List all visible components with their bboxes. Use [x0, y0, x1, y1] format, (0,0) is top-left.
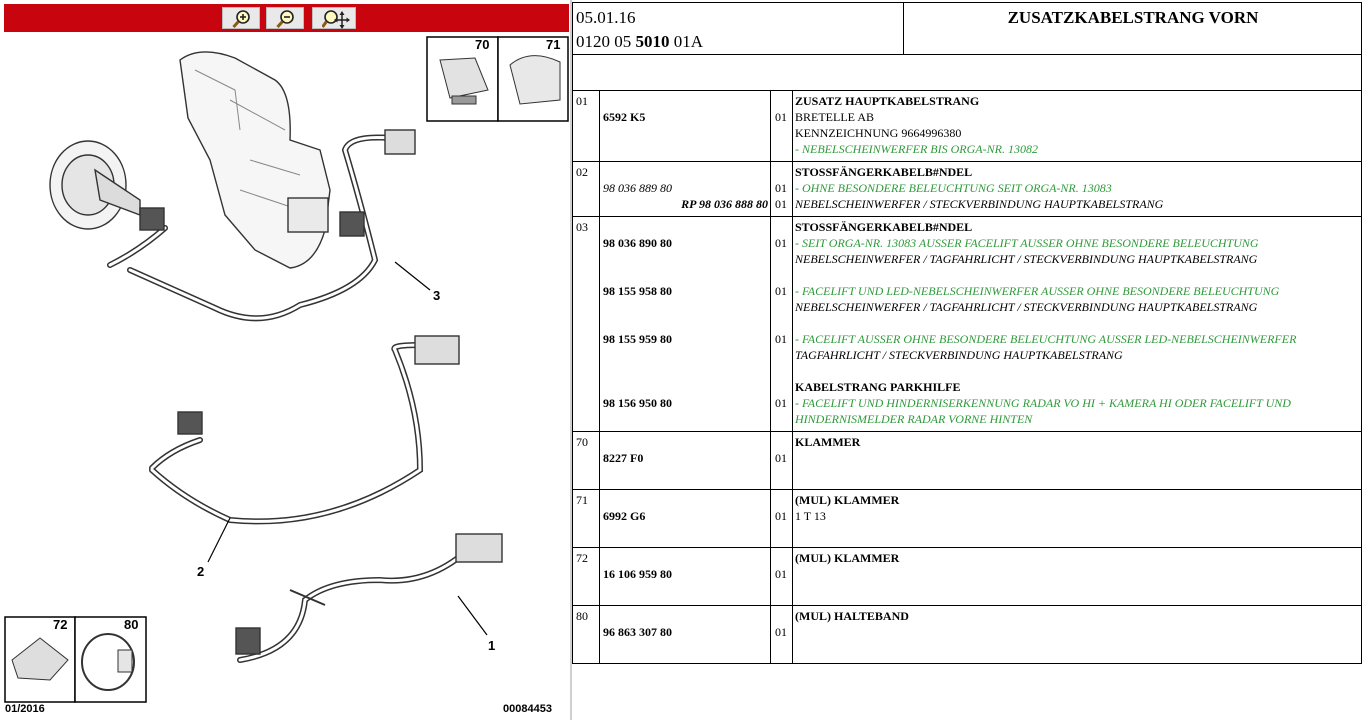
description-line: - SEIT ORGA-NR. 13083 AUSSER FACELIFT AUSSER OHNE BESONDERE BELEUCHTUNG [795, 236, 1259, 250]
quantity-cell [771, 162, 793, 217]
description-line [793, 524, 1361, 540]
quantity: 01 [775, 181, 787, 195]
part-number[interactable]: 98 036 890 80 [603, 236, 672, 250]
quantity: 01 [775, 197, 787, 211]
description-line: 1 T 13 [795, 509, 826, 523]
header-reference [576, 32, 703, 52]
quantity [771, 164, 792, 180]
zoom-out-icon [276, 9, 296, 29]
reference-cell [600, 91, 771, 162]
description-cell [793, 162, 1362, 217]
reference-cell [600, 548, 771, 606]
header-date: 05.01.16 [576, 8, 636, 27]
description-line [793, 466, 1361, 482]
description-line: KENNZEICHNUNG 9664996380 [795, 126, 962, 140]
part-number[interactable]: 98 156 950 80 [603, 396, 672, 410]
description-line: NEBELSCHEINWERFER / STECKVERBINDUNG HAUPTKABELSTRANG [795, 197, 1164, 211]
description-line: KLAMMER [795, 435, 861, 449]
reference-cell [600, 490, 771, 548]
diagram-panel [0, 0, 570, 720]
description-line: - FACELIFT AUSSER OHNE BESONDERE BELEUCHTUNG AUSSER LED-NEBELSCHEINWERFER [795, 332, 1297, 346]
part-number [600, 315, 770, 331]
part-number [600, 251, 770, 267]
description-cell [793, 91, 1362, 162]
table-row[interactable] [573, 162, 1362, 217]
position-number: 72 [576, 551, 588, 565]
inset-label-80: 80 [124, 617, 139, 632]
description-line: (MUL) KLAMMER [795, 551, 900, 565]
table-row[interactable] [573, 548, 1362, 606]
quantity: 01 [775, 509, 787, 523]
position-number: 70 [576, 435, 588, 449]
description-line: STOSSFÄNGERKABELB#NDEL [795, 165, 973, 179]
callout-1: 1 [488, 638, 496, 653]
position-number: 02 [576, 165, 588, 179]
part-number[interactable]: 6992 G6 [603, 509, 646, 523]
reference-cell [600, 606, 771, 664]
position-cell [573, 490, 600, 548]
quantity: 01 [775, 236, 787, 250]
quantity-cell [771, 606, 793, 664]
front-bumper-harness-drawing [50, 52, 502, 660]
quantity [771, 466, 792, 482]
description-line [793, 315, 1361, 331]
description-line: NEBELSCHEINWERFER / TAGFAHRLICHT / STECKVERBINDUNG HAUPTKABELSTRANG [795, 300, 1258, 314]
position-number: 01 [576, 94, 588, 108]
part-number [600, 640, 770, 656]
quantity: 01 [775, 332, 787, 346]
quantity-cell [771, 217, 793, 432]
callout-2: 2 [197, 564, 205, 579]
part-number [600, 608, 770, 624]
quantity [771, 347, 792, 363]
description-line [793, 640, 1361, 656]
quantity [771, 267, 792, 283]
quantity: 01 [775, 451, 787, 465]
quantity: 01 [775, 567, 787, 581]
drawing-image-number: 00084453 [503, 703, 552, 715]
zoom-in-icon [232, 9, 252, 29]
ref-bold: 5010 [635, 32, 670, 51]
description-line: - NEBELSCHEINWERFER BIS ORGA-NR. 13082 [795, 142, 1038, 156]
table-row[interactable] [573, 217, 1362, 432]
description-line [793, 450, 1361, 466]
part-number[interactable]: 96 863 307 80 [603, 625, 672, 639]
inset-label-70: 70 [475, 37, 490, 52]
inset-label-72: 72 [53, 617, 68, 632]
quantity [771, 608, 792, 624]
part-number[interactable]: RP 98 036 888 80 [681, 197, 768, 211]
description-line [793, 566, 1361, 582]
exploded-view-drawing [0, 34, 570, 720]
reference-cell [600, 162, 771, 217]
position-cell [573, 217, 600, 432]
part-number [600, 434, 770, 450]
position-number: 71 [576, 493, 588, 507]
zoom-pan-icon [322, 9, 350, 29]
table-row[interactable] [573, 606, 1362, 664]
description-line: - OHNE BESONDERE BELEUCHTUNG SEIT ORGA-NR. 13083 [795, 181, 1112, 195]
quantity [771, 315, 792, 331]
part-number [600, 299, 770, 315]
description-cell [793, 606, 1362, 664]
viewer-toolbar [4, 4, 569, 32]
table-row[interactable] [573, 432, 1362, 490]
description-line: ZUSATZ HAUPTKABELSTRANG [795, 94, 980, 108]
ref-suffix: 01A [669, 32, 704, 51]
quantity [771, 411, 792, 427]
part-number [600, 582, 770, 598]
position-number: 03 [576, 220, 588, 234]
quantity [771, 524, 792, 540]
position-cell [573, 91, 600, 162]
description-line: BRETELLE AB [795, 110, 874, 124]
description-line [793, 363, 1361, 379]
description-line: TAGFAHRLICHT / STECKVERBINDUNG HAUPTKABELSTRANG [795, 348, 1123, 362]
description-line: (MUL) KLAMMER [795, 493, 900, 507]
reference-cell [600, 217, 771, 432]
quantity [771, 141, 792, 157]
part-number [600, 550, 770, 566]
quantity: 01 [775, 625, 787, 639]
quantity: 01 [775, 284, 787, 298]
part-number[interactable]: 16 106 959 80 [603, 567, 672, 581]
part-number [600, 524, 770, 540]
part-number[interactable]: 6592 K5 [603, 110, 646, 124]
description-line: HINDERNISMELDER RADAR VORNE HINTEN [795, 412, 1033, 426]
inset-label-71: 71 [546, 37, 561, 52]
part-number [600, 379, 770, 395]
quantity [771, 251, 792, 267]
description-line: KABELSTRANG PARKHILFE [795, 380, 961, 394]
part-number [600, 93, 770, 109]
position-cell [573, 548, 600, 606]
quantity [771, 434, 792, 450]
part-number [600, 141, 770, 157]
part-number [600, 492, 770, 508]
quantity [771, 125, 792, 141]
description-line: (MUL) HALTEBAND [795, 609, 909, 623]
ref-prefix: 0120 05 [576, 32, 636, 51]
part-number[interactable]: 98 155 958 80 [603, 284, 672, 298]
part-number [600, 219, 770, 235]
quantity [771, 379, 792, 395]
position-cell [573, 606, 600, 664]
description-line: STOSSFÄNGERKABELB#NDEL [795, 220, 973, 234]
quantity-cell [771, 548, 793, 606]
description-cell [793, 548, 1362, 606]
position-cell [573, 162, 600, 217]
parts-header [572, 2, 1362, 55]
description-line: - FACELIFT UND HINDERNISERKENNUNG RADAR VO HI + KAMERA HI ODER FACELIFT UND [795, 396, 1291, 410]
quantity: 01 [775, 396, 787, 410]
table-row[interactable] [573, 490, 1362, 548]
quantity [771, 640, 792, 656]
header-spacer [572, 55, 1362, 91]
quantity [771, 550, 792, 566]
description-cell [793, 217, 1362, 432]
position-number: 80 [576, 609, 588, 623]
zoom-pan-button[interactable] [312, 7, 356, 29]
part-number[interactable]: 98 036 889 80 [603, 181, 672, 195]
part-number [600, 466, 770, 482]
page-title: ZUSATZKABELSTRANG VORN [1007, 8, 1259, 27]
quantity [771, 93, 792, 109]
quantity [771, 219, 792, 235]
description-line [793, 267, 1361, 283]
quantity [771, 582, 792, 598]
position-cell [573, 432, 600, 490]
reference-cell [600, 432, 771, 490]
table-row[interactable] [573, 91, 1362, 162]
quantity-cell [771, 432, 793, 490]
description-cell [793, 490, 1362, 548]
header-ref-cell [573, 3, 904, 54]
part-number [600, 363, 770, 379]
part-number [600, 125, 770, 141]
quantity [771, 299, 792, 315]
quantity-cell [771, 91, 793, 162]
quantity-cell [771, 490, 793, 548]
parts-table [572, 90, 1362, 664]
part-number [600, 411, 770, 427]
description-cell [793, 432, 1362, 490]
drawing-date-code: 01/2016 [5, 703, 45, 715]
description-line [793, 624, 1361, 640]
description-line: NEBELSCHEINWERFER / TAGFAHRLICHT / STECKVERBINDUNG HAUPTKABELSTRANG [795, 252, 1258, 266]
description-line [793, 582, 1361, 598]
quantity [771, 363, 792, 379]
quantity: 01 [775, 110, 787, 124]
description-line: - FACELIFT UND LED-NEBELSCHEINWERFER AUSSER OHNE BESONDERE BELEUCHTUNG [795, 284, 1280, 298]
callout-3: 3 [433, 288, 441, 303]
part-number [600, 164, 770, 180]
part-number [600, 347, 770, 363]
part-number[interactable]: 98 155 959 80 [603, 332, 672, 346]
part-number [600, 267, 770, 283]
zoom-out-button[interactable] [266, 7, 304, 29]
zoom-in-button[interactable] [222, 7, 260, 29]
quantity [771, 492, 792, 508]
part-number[interactable]: 8227 F0 [603, 451, 644, 465]
